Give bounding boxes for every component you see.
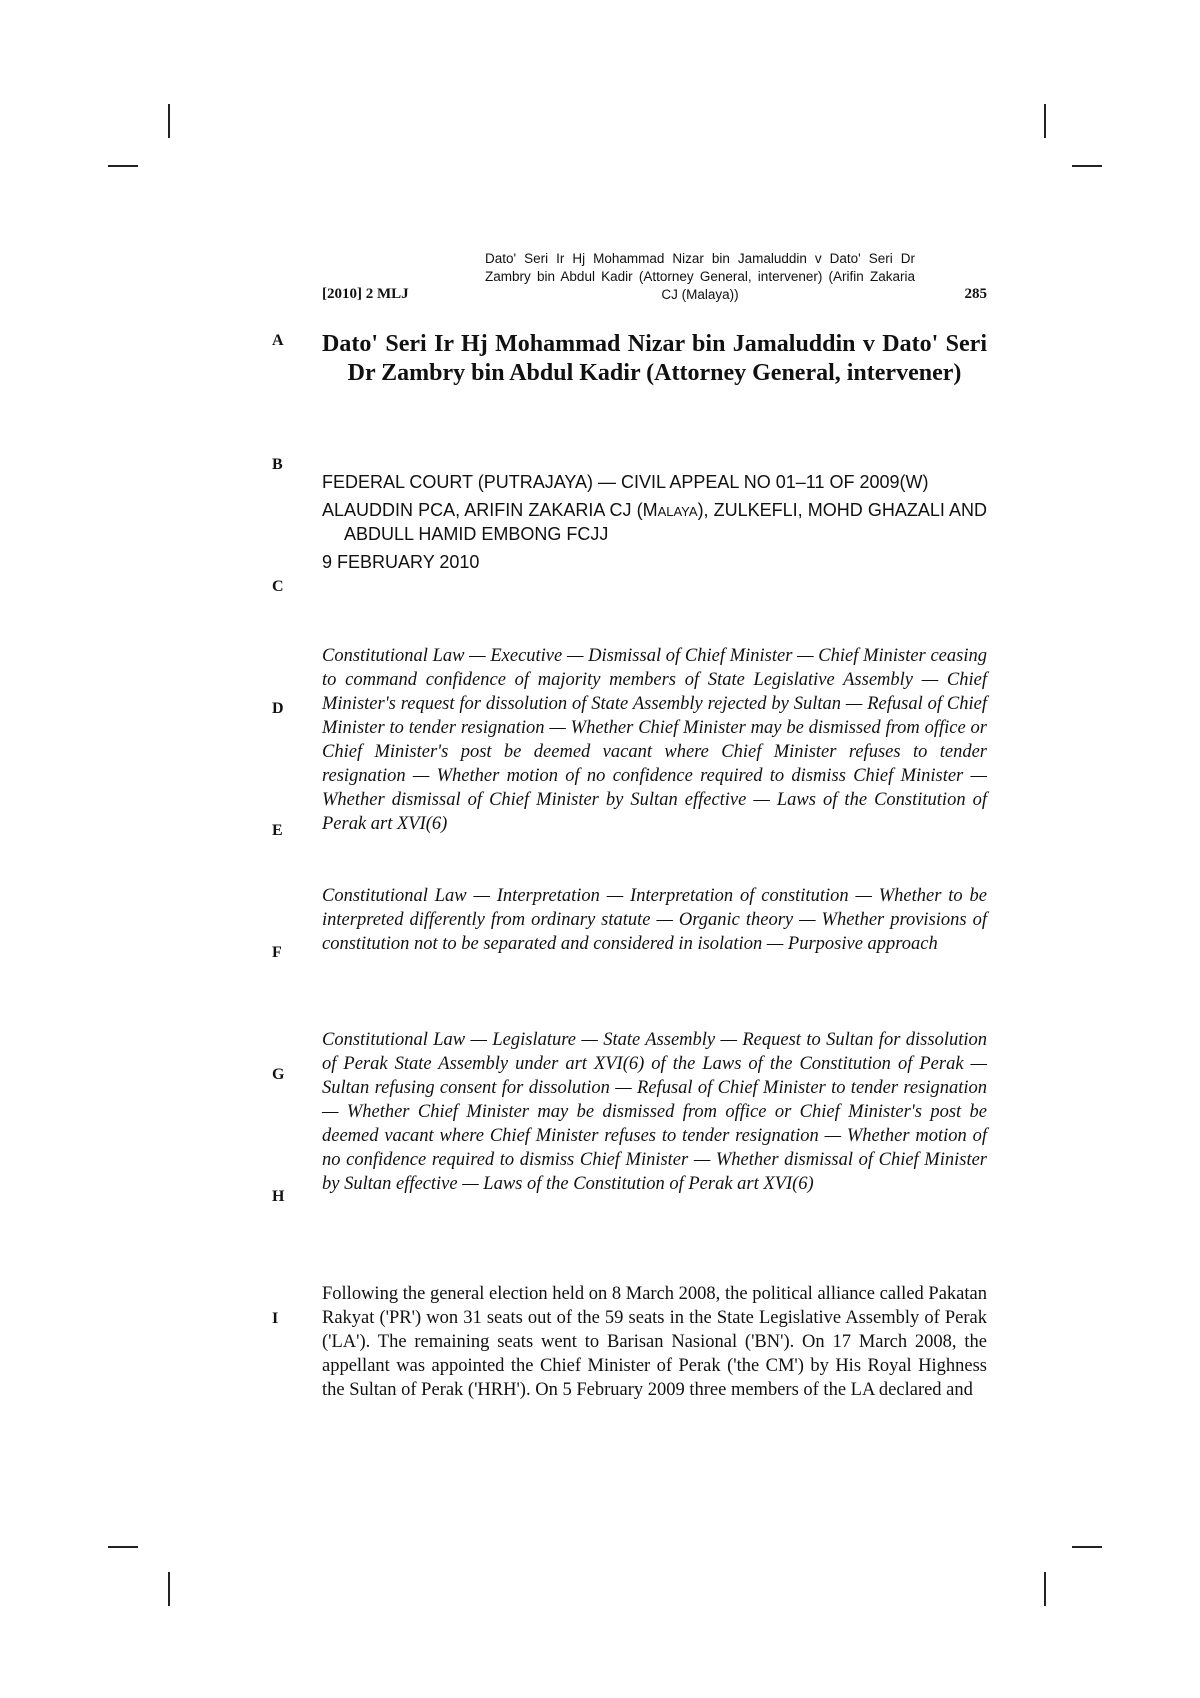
decision-date: 9 FEBRUARY 2010 <box>322 552 480 572</box>
judges-text-b: ), ZULKEFLI, MOHD GHAZALI AND ABDULL HAMID EMBONG FCJJ <box>344 500 988 544</box>
running-head <box>322 250 987 306</box>
margin-letter-a: A <box>272 332 284 349</box>
crop-mark-bottom-left-horizontal <box>108 1546 138 1548</box>
crop-mark-bottom-right-horizontal <box>1072 1546 1102 1548</box>
margin-letter-h: H <box>272 1188 285 1205</box>
margin-letter-c: C <box>272 578 284 595</box>
catchword-interpretation: Constitutional Law — Interpretation — Interpretation of constitution — Whether to be interpreted differently from ordinary statute — Organic theory — Whether provisions of constitution not to be separated and considered in isolation — Purposive approach <box>322 886 987 954</box>
catchword-legislature: Constitutional Law — Legislature — State Assembly — Request to Sultan for dissolution of Perak State Assembly under art XVI(6) of the Laws of the Constitution of Perak — Sultan refusing consent for dissolution — Refusal of Chief Minister to tender resignation — Whether Chief Minister may be dismissed from office or Chief Minister's post be deemed vacant where Chief Minister refuses to tender resignation — Whether motion of no confidence required to dismiss Chief Minister — Whether dismissal of Chief Minister by Sultan effective — Laws of the Constitution of Perak art XVI(6) <box>322 1030 987 1194</box>
margin-letter-e: E <box>272 822 283 839</box>
margin-letter-f: F <box>272 944 282 961</box>
court-line: FEDERAL COURT (PUTRAJAYA) — CIVIL APPEAL NO 01–11 OF 2009(W) <box>322 472 929 492</box>
judges-text-malaya: Malaya <box>642 500 698 520</box>
judges-line <box>322 498 987 546</box>
crop-mark-bottom-right-vertical <box>1044 1572 1046 1606</box>
crop-mark-top-left-horizontal <box>108 165 138 167</box>
margin-letter-d: D <box>272 700 284 717</box>
crop-mark-top-right-vertical <box>1044 104 1046 138</box>
page-number: 285 <box>964 286 987 302</box>
citation: [2010] 2 MLJ <box>322 286 409 302</box>
running-head-case-name: Dato' Seri Ir Hj Mohammad Nizar bin Jamaluddin v Dato' Seri Dr Zambry bin Abdul Kadir (Attorney General, intervener) (Arifin Zakaria CJ (Malaya)) <box>485 251 915 302</box>
judges-text-a: ALAUDDIN PCA, ARIFIN ZAKARIA CJ ( <box>322 500 643 520</box>
crop-mark-bottom-left-vertical <box>168 1572 170 1606</box>
margin-letter-i: I <box>272 1310 279 1327</box>
court-details <box>322 470 987 578</box>
crop-mark-top-right-horizontal <box>1072 165 1102 167</box>
margin-letter-g: G <box>272 1066 285 1083</box>
crop-mark-top-left-vertical <box>168 104 170 138</box>
catchword-executive: Constitutional Law — Executive — Dismissal of Chief Minister — Chief Minister ceasing to command confidence of majority members of State Legislative Assembly — Chief Minister's request for dissolution of State Assembly rejected by Sultan — Refusal of Chief Minister to tender resignation — Whether Chief Minister may be dismissed from office or Chief Minister's post be deemed vacant where Chief Minister refuses to tender resignation — Whether motion of no confidence required to dismiss Chief Minister — Whether dismissal of Chief Minister by Sultan effective — Laws of the Constitution of Perak art XVI(6) <box>322 646 987 834</box>
headnote-paragraph: Following the general election held on 8 March 2008, the political alliance called Pakatan Rakyat ('PR') won 31 seats out of the 59 seats in the State Legislative Assembly of Perak ('LA'). The remaining seats went to Barisan Nasional ('BN'). On 17 March 2008, the appellant was appointed the Chief Minister of Perak ('the CM') by His Royal Highness the Sultan of Perak ('HRH'). On 5 February 2009 three members of the LA declared and <box>322 1284 987 1400</box>
margin-letter-b: B <box>272 456 283 473</box>
case-title: Dato' Seri Ir Hj Mohammad Nizar bin Jamaluddin v Dato' Seri Dr Zambry bin Abdul Kadir (Attorney General, intervener) <box>322 331 987 386</box>
